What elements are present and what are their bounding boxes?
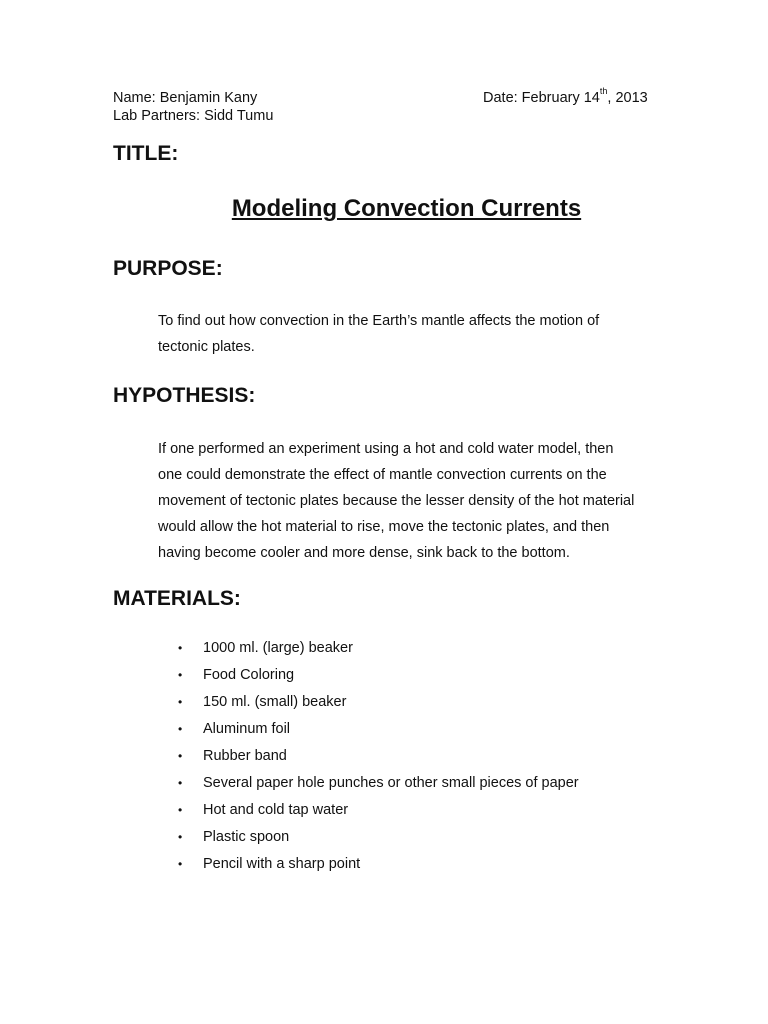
bullet-icon: •: [178, 722, 183, 736]
purpose-line: tectonic plates.: [158, 339, 255, 355]
hypothesis-paragraph: [158, 436, 668, 566]
purpose-line: To find out how convection in the Earth’s mantle affects the motion of: [158, 313, 600, 329]
hypothesis-line: would allow the hot material to rise, move the tectonic plates, and then: [158, 519, 610, 535]
bullet-icon: •: [178, 776, 183, 790]
hypothesis-line: one could demonstrate the effect of mantle convection currents on the: [158, 467, 607, 483]
main-title: Modeling Convection Currents: [231, 195, 582, 222]
bullet-icon: •: [178, 830, 183, 844]
purpose-paragraph: [158, 308, 668, 360]
list-item-text: Rubber band: [203, 748, 287, 764]
list-item-text: 150 ml. (small) beaker: [203, 694, 347, 710]
materials-heading: MATERIALS:: [113, 587, 241, 610]
list-item-text: Aluminum foil: [203, 721, 291, 737]
date-ordinal: th: [599, 86, 608, 97]
student-name: Name: Benjamin Kany: [113, 90, 258, 106]
hypothesis-line: If one performed an experiment using a hot and cold water model, then: [158, 441, 614, 457]
bullet-icon: •: [178, 803, 183, 817]
hypothesis-line: having become cooler and more dense, sink back to the bottom.: [158, 545, 570, 561]
date-prefix: Date: February 14: [483, 90, 600, 106]
lab-partners: Lab Partners: Sidd Tumu: [113, 108, 274, 124]
list-item-text: Several paper hole punches or other small pieces of paper: [203, 775, 579, 791]
bullet-icon: •: [178, 641, 183, 655]
bullet-icon: •: [178, 749, 183, 763]
list-item-text: Hot and cold tap water: [203, 802, 349, 818]
bullet-icon: •: [178, 695, 183, 709]
report-date: [483, 86, 648, 107]
list-item-text: 1000 ml. (large) beaker: [203, 640, 353, 656]
list-item-text: Food Coloring: [203, 667, 295, 683]
hypothesis-heading: HYPOTHESIS:: [113, 384, 256, 407]
date-suffix: , 2013: [607, 90, 648, 106]
bullet-icon: •: [178, 668, 183, 682]
bullet-icon: •: [178, 857, 183, 871]
title-heading: TITLE:: [113, 142, 179, 165]
list-item-text: Plastic spoon: [203, 829, 290, 845]
list-item-text: Pencil with a sharp point: [203, 856, 361, 872]
purpose-heading: PURPOSE:: [113, 257, 223, 280]
hypothesis-line: movement of tectonic plates because the lesser density of the hot material: [158, 493, 635, 509]
